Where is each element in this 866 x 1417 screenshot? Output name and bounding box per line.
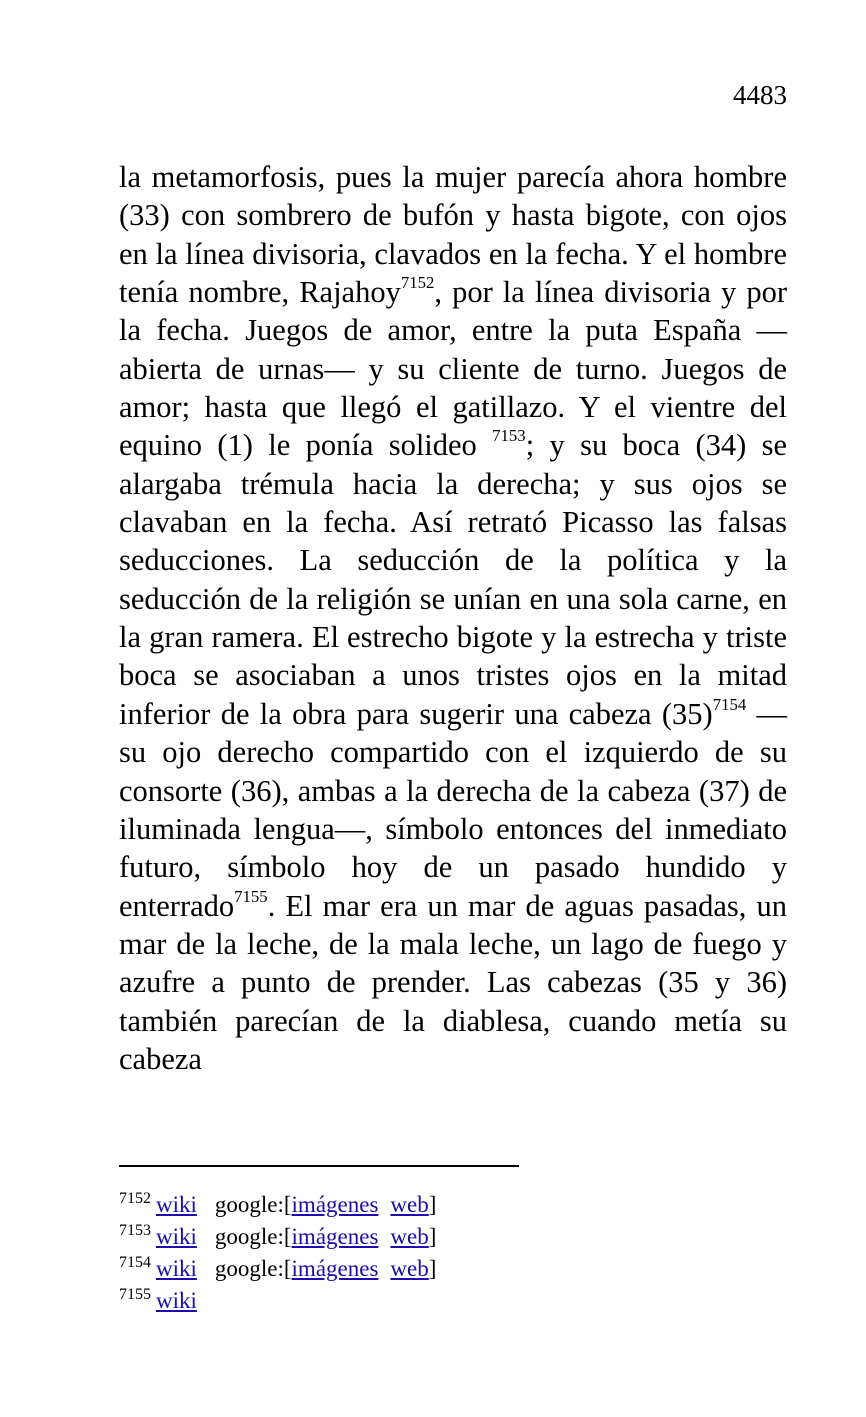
body-text-part-3: ; y su boca (34) se alargaba trémula hacia la derecha; y sus ojos se clavaban en la fecha. Así retrató Picasso las falsas seducciones. La seducción de la política y la seducción de la religión se unían en una sola carne, en la gran ramera. El estrecho bigote y la estrecha y triste boca se asociaban a unos tristes ojos en la mitad inferior de la obra para sugerir una cabeza (35) [119, 428, 788, 731]
footnote-ref-7155: 7155 [234, 886, 268, 906]
web-link[interactable]: web [390, 1256, 429, 1281]
google-label: google:[ [214, 1192, 292, 1217]
footnote-7154 [119, 1247, 436, 1279]
footnote-7152 [119, 1183, 436, 1215]
bracket-close: ] [428, 1224, 437, 1249]
wiki-link[interactable]: wiki [156, 1224, 197, 1249]
footnote-number: 7155 [119, 1286, 151, 1303]
footnote-ref-7154: 7154 [712, 694, 747, 714]
wiki-link[interactable]: wiki [156, 1288, 197, 1313]
body-paragraph [119, 158, 787, 1078]
footnote-ref-7153: 7153 [492, 426, 526, 446]
footnote-number: 7152 [119, 1190, 151, 1207]
body-text-part-5: . El mar era un mar de aguas pasadas, un mar de la leche, de la mala leche, un lago de fuego y azufre a punto de prender. Las cabezas (35 y 36) también parecían de la diablesa, cuando metía su cabeza [119, 888, 787, 1076]
images-link[interactable]: imágenes [291, 1256, 379, 1281]
google-label: google:[ [214, 1224, 292, 1249]
bracket-close: ] [428, 1256, 437, 1281]
body-text-part-1: la metamorfosis, pues la mujer parecía ahora hombre (33) con sombrero de bufón y hasta bigote, con ojos en la línea divisoria, clavados en la fecha. Y el hombre tenía nombre, Rajahoy [119, 160, 787, 310]
images-link[interactable]: imágenes [291, 1192, 379, 1217]
web-link[interactable]: web [390, 1224, 429, 1249]
footnotes [119, 1183, 436, 1311]
google-label: google:[ [214, 1256, 292, 1281]
bracket-close: ] [428, 1192, 437, 1217]
wiki-link[interactable]: wiki [156, 1256, 197, 1281]
footnote-divider [119, 1165, 519, 1167]
web-link[interactable]: web [390, 1192, 429, 1217]
footnote-7153 [119, 1215, 436, 1247]
footnote-number: 7154 [119, 1254, 151, 1271]
images-link[interactable]: imágenes [291, 1224, 379, 1249]
body-text-part-2: , por la línea divisoria y por la fecha. Juegos de amor, entre la puta España —abierta de urnas— y su cliente de turno. Juegos de amor; hasta que llegó el gatillazo. Y el vientre del equino (1) le ponía solideo [119, 275, 787, 463]
footnote-ref-7152: 7152 [400, 272, 435, 292]
body-text-part-4: —su ojo derecho compartido con el izquierdo de su consorte (36), ambas a la derecha de la cabeza (37) de iluminada lengua—, símbolo entonces del inmediato futuro, símbolo hoy de un pasado hundido y enterrado [119, 696, 788, 923]
footnote-number: 7153 [119, 1222, 151, 1239]
footnote-7155 [119, 1279, 436, 1311]
wiki-link[interactable]: wiki [156, 1192, 197, 1217]
page-number: 4483 [733, 80, 787, 110]
